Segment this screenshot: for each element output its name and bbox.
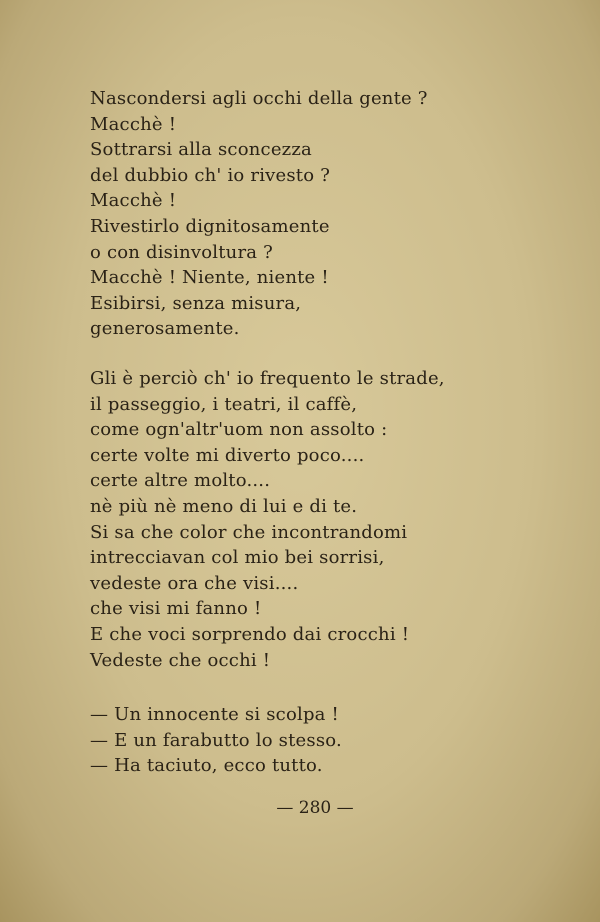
- verse-line: generosamente.: [90, 318, 240, 340]
- stanza-1: [90, 86, 428, 342]
- verse-line: Macchè !: [90, 113, 177, 135]
- verse-line: — Un innocente si scolpa !: [90, 704, 339, 725]
- verse-line: Rivestirlo dignitosamente: [90, 215, 330, 237]
- stanza-2: [90, 366, 445, 673]
- verse-line: come ogn'altr'uom non assolto :: [90, 419, 388, 441]
- verse-line: certe altre molto....: [90, 470, 271, 492]
- verse-line: — E un farabutto lo stesso.: [90, 729, 342, 751]
- verse-line: — Ha taciuto, ecco tutto.: [90, 755, 323, 777]
- verse-line: Macchè !: [90, 190, 177, 212]
- verse-line: il passeggio, i teatri, il caffè,: [90, 393, 358, 415]
- verse-line: Esibirsi, senza misura,: [90, 292, 302, 314]
- verse-line: intrecciavan col mio bei sorrisi,: [90, 547, 385, 569]
- verse-line: Sottrarsi alla sconcezza: [90, 139, 312, 161]
- verse-line: E che voci sorprendo dai crocchi !: [90, 623, 410, 645]
- verse-line: Si sa che color che incontrandomi: [90, 521, 408, 543]
- verse-line: Macchè ! Niente, niente !: [90, 267, 329, 289]
- stanza-3: [90, 702, 342, 779]
- verse-line: certe volte mi diverto poco....: [90, 444, 365, 466]
- verse-line: del dubbio ch' io rivesto ?: [90, 164, 331, 186]
- verse-line: o con disinvoltura ?: [90, 241, 273, 263]
- verse-line: nè più nè meno di lui e di te.: [90, 495, 358, 517]
- verse-line: vedeste ora che visi....: [90, 572, 299, 594]
- verse-line: che visi mi fanno !: [90, 598, 262, 620]
- page-number: — 280 —: [276, 798, 354, 818]
- verse-line: Nascondersi agli occhi della gente ?: [90, 88, 428, 109]
- verse-line: Gli è perciò ch' io frequento le strade,: [90, 368, 445, 389]
- verse-line: Vedeste che occhi !: [90, 649, 271, 671]
